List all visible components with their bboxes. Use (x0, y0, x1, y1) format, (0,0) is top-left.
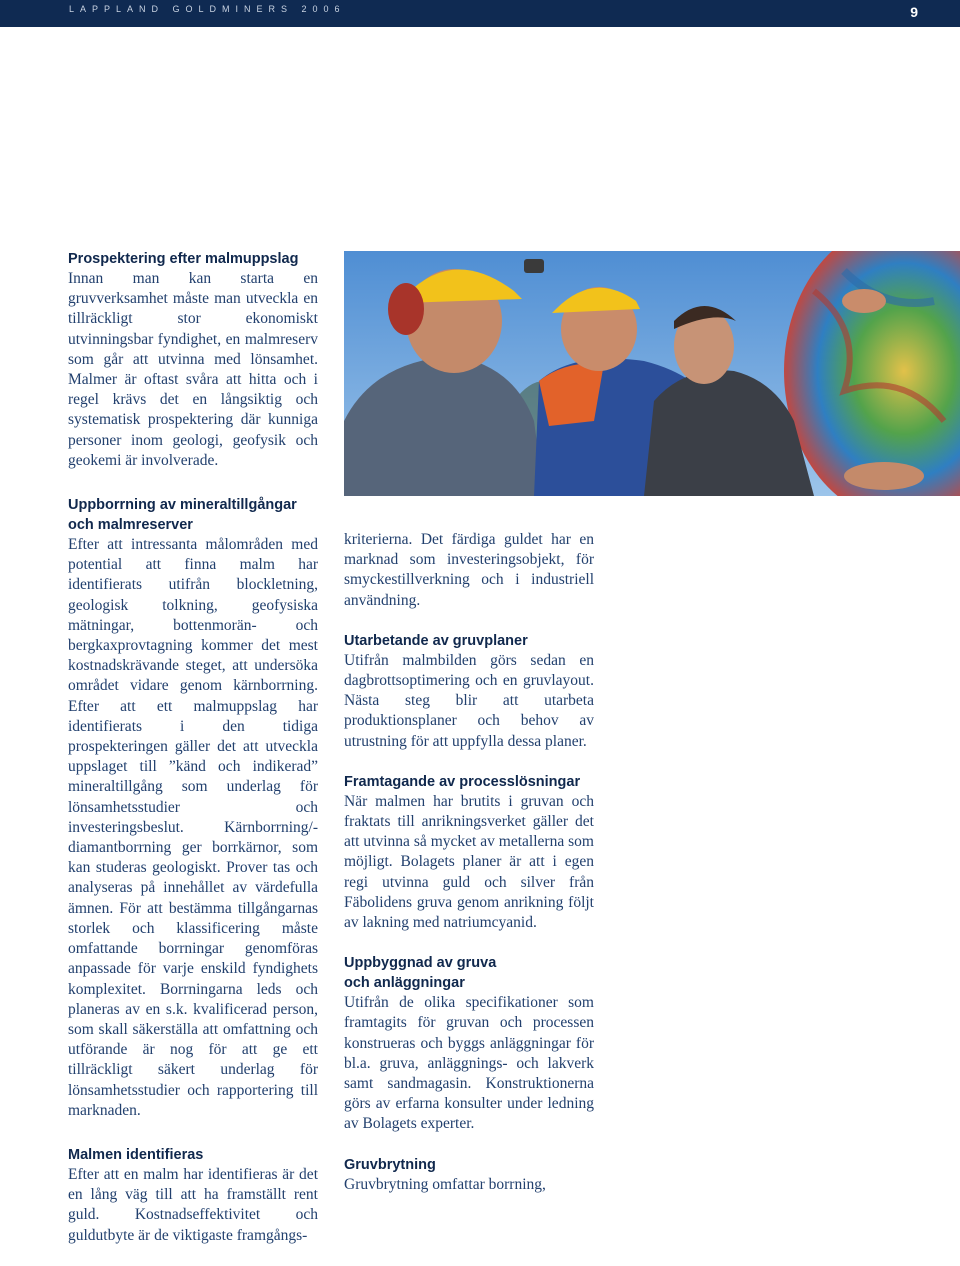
section-uppbyggnad (344, 953, 594, 1134)
photo-geologists-with-map (344, 251, 960, 496)
section-processlosningar (344, 772, 594, 933)
running-head: LAPPLAND GOLDMINERS 2006 (69, 4, 346, 14)
right-column (344, 530, 594, 1215)
headlamp-icon (524, 259, 544, 273)
section-continuation (344, 530, 594, 611)
page-number: 9 (910, 4, 918, 20)
section-heading: Malmen identifieras (68, 1146, 204, 1163)
section-body: Efter att en malm har identifieras är det en lång väg till att ha framställt rent guld. Kostnadseffektivitet och guldutbyte är de viktigaste framgångs- (68, 1165, 318, 1244)
section-heading: Framtagande av processlösningar (344, 773, 581, 790)
left-column (68, 249, 318, 1266)
section-uppborrning (68, 495, 318, 1121)
section-body: Utifrån de olika specifikationer som framtagits för gruvan och processen konstrueras och byggs anläggningar för bl.a. gruva, anläggnings- och lakverk samt sandmagasin. Konstruktionerna görs av erfarna konsulter under ledning av Bolagets experter. (344, 994, 594, 1133)
section-body: Gruvbrytning omfattar borrning, (344, 1175, 546, 1193)
section-prospektering (68, 249, 318, 471)
section-gruvplaner (344, 631, 594, 752)
section-body: Efter att intressanta målområden med potential att finna malm har identifierats utifrån blockletning, geologisk tolkning, geofysiska mätningar, bottenmorän- och bergkaxprovtagning kommer det mest kostnadskrävande steget, att undersöka området vidare genom kärnborrning. Efter att ett malmuppslag har identifierats i den tidiga prospekteringen gäller det att utveckla uppslaget till ”känd och indikerad” mineraltillgång som underlag för lönsamhetsstudier och investeringsbeslut. Kärnborrning/-diamantborrning ger borrkärnor, som kan studeras geologiskt. Prover tas och analyseras på innehållet av värdefulla ämnen. För att bestämma tillgångarnas storlek och klassificering måste omfattande borrningar genomföras anpassade för varje enskild fyndighets komplexitet. Borrningarna leds och planeras av en s.k. kvalificerad person, som skall säkerställa att omfattning och utförande är nog för att ge ett tillräckligt säkert underlag för lönsamhetsstudier och rapportering till marknaden. (68, 536, 318, 1119)
section-body: Utifrån malmbilden görs sedan en dagbrottsoptimering och en gruvlayout. Nästa steg blir att utarbeta produktionsplaner och behov av utrustning för att uppfylla dessa planer. (344, 651, 594, 750)
section-gruvbrytning (344, 1155, 594, 1195)
ear-muffs-icon (388, 283, 424, 335)
section-body: kriterierna. Det färdiga guldet har en marknad som investeringsobjekt, för smyckestillverkning och i industriell användning. (344, 531, 594, 609)
photo-illustration (344, 251, 960, 496)
section-heading: Utarbetande av gruvplaner (344, 632, 528, 649)
section-body: När malmen har brutits i gruvan och fraktats till anrikningsverket gäller det att utvinna så mycket av metallerna som möjligt. Bolagets planer är att i egen regi utvinna guld och silver från Fäbolidens gruva genom anrikning följt av lakning med natriumcyanid. (344, 792, 594, 932)
section-body: Innan man kan starta en gruvverksamhet måste man utveckla en tillräckligt stor ekonomiskt utvinningsbar fyndighet, en malmreserv som går att utvinna med lönsamhet. Malmer är oftast svåra att hitta och i regel krävs det en långsiktig och systematisk prospektering där kunniga personer inom geologi, geofysik och geokemi är involverade. (68, 270, 318, 469)
header-bar (0, 0, 960, 27)
section-heading: Gruvbrytning (344, 1156, 436, 1173)
section-heading: Uppbyggnad av gruva och anläggningar (344, 955, 497, 992)
section-malmen-identifieras (68, 1145, 318, 1246)
section-heading: Uppborrning av mineraltillgångar och malmreserver (68, 497, 297, 534)
section-heading: Prospektering efter malmuppslag (68, 251, 299, 267)
